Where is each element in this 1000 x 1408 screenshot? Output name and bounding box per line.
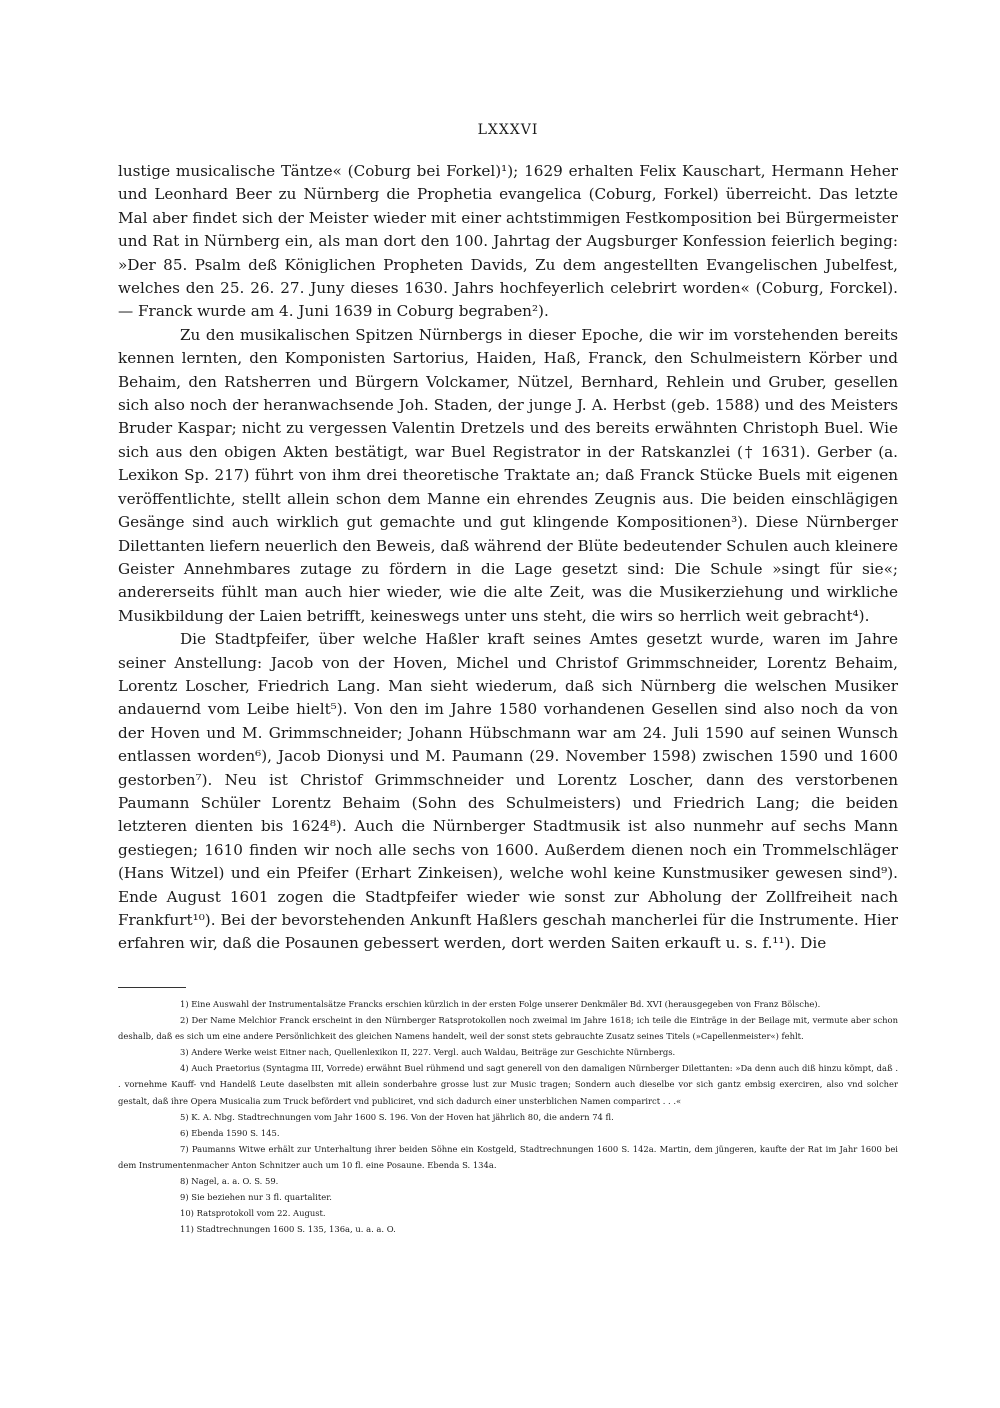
footnote: 7) Paumanns Witwe erhält zur Unterhaltung ihrer beiden Söhne ein Kostgeld, Stadtrechnungen 1600 S. 142a. Martin, dem jüngeren, kaufte der Rat im Jahr 1600 bei dem Instrumentenmacher Anton Schnitzer auch um 10 fl. eine Posaune. Ebenda S. 134a. [118, 1143, 898, 1170]
footnote-divider [118, 987, 186, 988]
footnote: 9) Sie beziehen nur 3 fl. quartaliter. [180, 1192, 332, 1203]
footnote: 4) Auch Praetorius (Syntagma III, Vorrede) erwähnt Buel rühmend und sagt generell von den damaligen Nürnberger Dilettanten: »Da denn auch diß hinzu kömpt, daß . . vornehme Kauff- vnd Handelß Leute daselbsten mit allein sonderbahre grosse lust zur Music tragen; Sondern auch dieselbe vor sich gantz embsig exerciren, also vnd solcher gestalt, daß ihre Opera Musicalia zum Truck befördert vnd publiciret, vnd sich dadurch einer unsterblichen Namen comparirct . . .« [118, 1063, 898, 1106]
paragraph: lustige musicalische Täntze« (Coburg bei Forkel)¹); 1629 erhalten Felix Kauschart, Hermann Heher und Leonhard Beer zu Nürnberg die Prophetia evangelica (Coburg, Forkel) überreicht. Das letzte Mal aber findet sich der Meister wieder mit einer achtstimmigen Festkomposition bei Bürgermeister und Rat in Nürnberg ein, als man dort den 100. Jahrtag der Augsburger Konfession feierlich beging: »Der 85. Psalm deß Königlichen Propheten Davids, Zu dem angestellten Evangelischen Jubelfest, welches den 25. 26. 27. Juny dieses 1630. Jahrs hochfeyerlich celebrirt worden« (Coburg, Forckel). — Franck wurde am 4. Juni 1639 in Coburg begraben²). [118, 162, 898, 321]
paragraph: Die Stadtpfeifer, über welche Haßler kraft seines Amtes gesetzt wurde, waren im Jahre seiner Anstellung: Jacob von der Hoven, Michel und Christof Grimmschneider, Lorentz Behaim, Lorentz Loscher, Friedrich Lang. Man sieht wiederum, daß sich Nürnberg die welschen Musiker andauernd vom Leibe hielt⁵). Von den im Jahre 1580 vorhandenen Gesellen sind also noch da von der Hoven und M. Grimmschneider; Johann Hübschmann war am 24. Juli 1590 auf seinen Wunsch entlassen worden⁶), Jacob Dionysi und M. Paumann (29. November 1598) zwischen 1590 und 1600 gestorben⁷). Neu ist Christof Grimmschneider und Lorentz Loscher, dann des verstorbenen Paumann Schüler Lorentz Behaim (Sohn des Schulmeisters) und Friedrich Lang; die beiden letzteren dienten bis 1624⁸). Auch die Nürnberger Stadtmusik ist also nunmehr auf sechs Mann gestiegen; 1610 finden wir noch alle sechs von 1600. Außerdem dienen noch ein Trommelschläger (Hans Witzel) und ein Pfeifer (Erhart Zinkeisen), welche wohl keine Kunstmusiker gewesen sind⁹). Ende August 1601 zogen die Stadtpfeifer wieder wie sonst zur Abholung der Zollfreiheit nach Frankfurt¹⁰). Bei der bevorstehenden Ankunft Haßlers geschah mancherlei für die Instrumente. Hier erfahren wir, daß die Posaunen gebessert werden, dort werden Saiten erkauft u. s. f.¹¹). Die [118, 630, 898, 953]
footnote: 1) Eine Auswahl der Instrumentalsätze Francks erschien kürzlich in der ersten Folge unserer Denkmäler Bd. XVI (herausgegeben von Franz Bölsche). [180, 999, 821, 1009]
footnote: 6) Ebenda 1590 S. 145. [180, 1127, 280, 1138]
footnotes [118, 996, 898, 1237]
footnote: 3) Andere Werke weist Eitner nach, Quellenlexikon II, 227. Vergl. auch Waldau, Beiträge zur Geschichte Nürnbergs. [180, 1047, 676, 1058]
footnote: 10) Ratsprotokoll vom 22. August. [180, 1208, 326, 1219]
footnote: 2) Der Name Melchior Franck erscheint in den Nürnberger Ratsprotokollen noch zweimal im Jahre 1618; ich teile die Einträge in der Beilage mit, vermute aber schon deshalb, daß es sich um eine andere Persönlichkeit des gleichen Namens handelt, weil der sonst stets gebrauchte Zusatz seines Titels (»Capellenmeister«) fehlt. [118, 1015, 898, 1042]
footnote: 8) Nagel, a. a. O. S. 59. [180, 1176, 279, 1187]
main-text [118, 160, 898, 956]
footnote: 5) K. A. Nbg. Stadtrechnungen vom Jahr 1600 S. 196. Von der Hoven hat jährlich 80, die andern 74 fl. [180, 1111, 614, 1122]
page-number: LXXXVI [477, 122, 539, 138]
footnote: 11) Stadtrechnungen 1600 S. 135, 136a, u. a. a. O. [180, 1224, 396, 1235]
paragraph: Zu den musikalischen Spitzen Nürnbergs in dieser Epoche, die wir im vorstehenden bereits kennen lernten, den Komponisten Sartorius, Haiden, Haß, Franck, den Schulmeistern Körber und Behaim, den Ratsherren und Bürgern Volckamer, Nützel, Bernhard, Rehlein und Gruber, gesellen sich also noch der heranwachsende Joh. Staden, der junge J. A. Herbst (geb. 1588) und des Meisters Bruder Kaspar; nicht zu vergessen Valentin Dretzels und des bereits erwähnten Christoph Buel. Wie sich aus den obigen Akten bestätigt, war Buel Registrator in der Ratskanzlei († 1631). Gerber (a. Lexikon Sp. 217) führt von ihm drei theoretische Traktate an; daß Franck Stücke Buels mit eigenen veröffentlichte, stellt allein schon dem Manne ein ehrendes Zeugnis aus. Die beiden einschlägigen Gesänge sind auch wirklich gut gemachte und gut klingende Kompositionen³). Diese Nürnberger Dilettanten liefern neuerlich den Beweis, daß während der Blüte bedeutender Schulen auch kleinere Geister Annehmbares zutage zu fördern in die Lage gesetzt sind: Die Schule »singt für sie«; andererseits fühlt man auch hier wieder, wie die alte Zeit, was die Musikerziehung und wirkliche Musikbildung der Laien betrifft, keineswegs unter uns steht, die wirs so herrlich weit gebracht⁴). [118, 325, 898, 625]
